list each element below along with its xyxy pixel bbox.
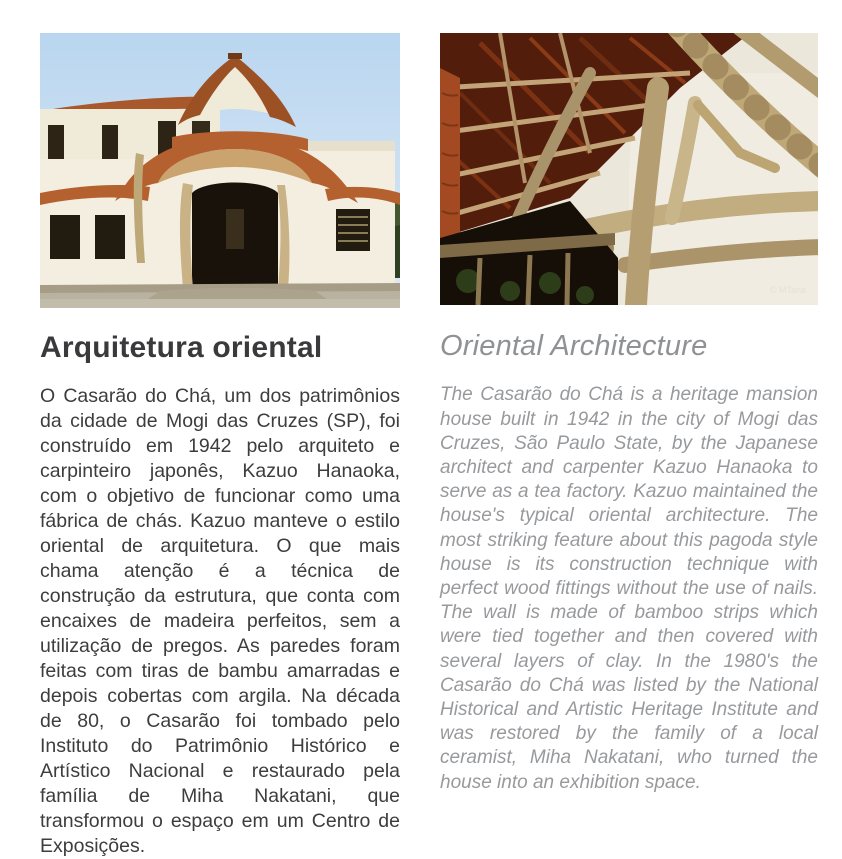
gable-finial (228, 53, 242, 59)
shuttered-window (336, 209, 370, 251)
door-panel (226, 209, 244, 249)
wooden-roof-structure-photo (440, 33, 818, 305)
pavement-front (40, 299, 400, 308)
article-column-english (440, 33, 818, 795)
article-column-portuguese (40, 33, 400, 859)
article-title-en: Oriental Architecture (440, 330, 708, 362)
article-body-pt: O Casarão do Chá, um dos patrimônios da cidade de Mogi das Cruzes (SP), foi construído em 1942 pelo arquiteto e carpinteiro japonês, Kazuo Hanaoka, com o objetivo de funcionar como uma fábrica de chás. Kazuo manteve o estilo oriental de arquitetura. O que mais chama atenção é a técnica de construção da estrutura, que conta com encaixes de madeira perfeitos, sem a utilização de pregos. As paredes foram feitas com tiras de bambu amarradas e depois cobertas com argila. Na década de 80, o Casarão foi tombado pelo Instituto do Patrimônio Histórico e Artístico Nacional e restaurado pela família de Miha Nakatani, que transformou o espaço em um Centro de Exposições. (40, 384, 400, 857)
casarao-photo-figure (40, 33, 400, 308)
article-body-en: The Casarão do Chá is a heritage mansion house built in 1942 in the city of Mogi das Cruzes, São Paulo State, by the Japanese architect and carpenter Kazuo Hanaoka to serve as a tea factory. Kazuo maintained the house's typical oriental architecture. The most striking feature about this pagoda style house is its construction technique with perfect wood fittings without the use of nails. The wall is made of bamboo strips which were tied together and then covered with several layers of clay. In the 1980's the Casarão do Chá was listed by the National Historical and Artistic Heritage Institute and was restored by the family of a local ceramist, Miha Nakatani, who turned the house into an exhibition space. (440, 384, 818, 793)
window (48, 125, 64, 159)
photo-watermark: © MTana (769, 285, 806, 295)
lower-window (50, 215, 80, 259)
casarao-do-cha-building-photo (40, 33, 400, 308)
roof-structure-photo-figure (440, 33, 818, 305)
lower-window (95, 215, 125, 259)
window (102, 125, 118, 159)
tile-strip (440, 68, 460, 243)
article-title-pt: Arquitetura oriental (40, 331, 323, 364)
